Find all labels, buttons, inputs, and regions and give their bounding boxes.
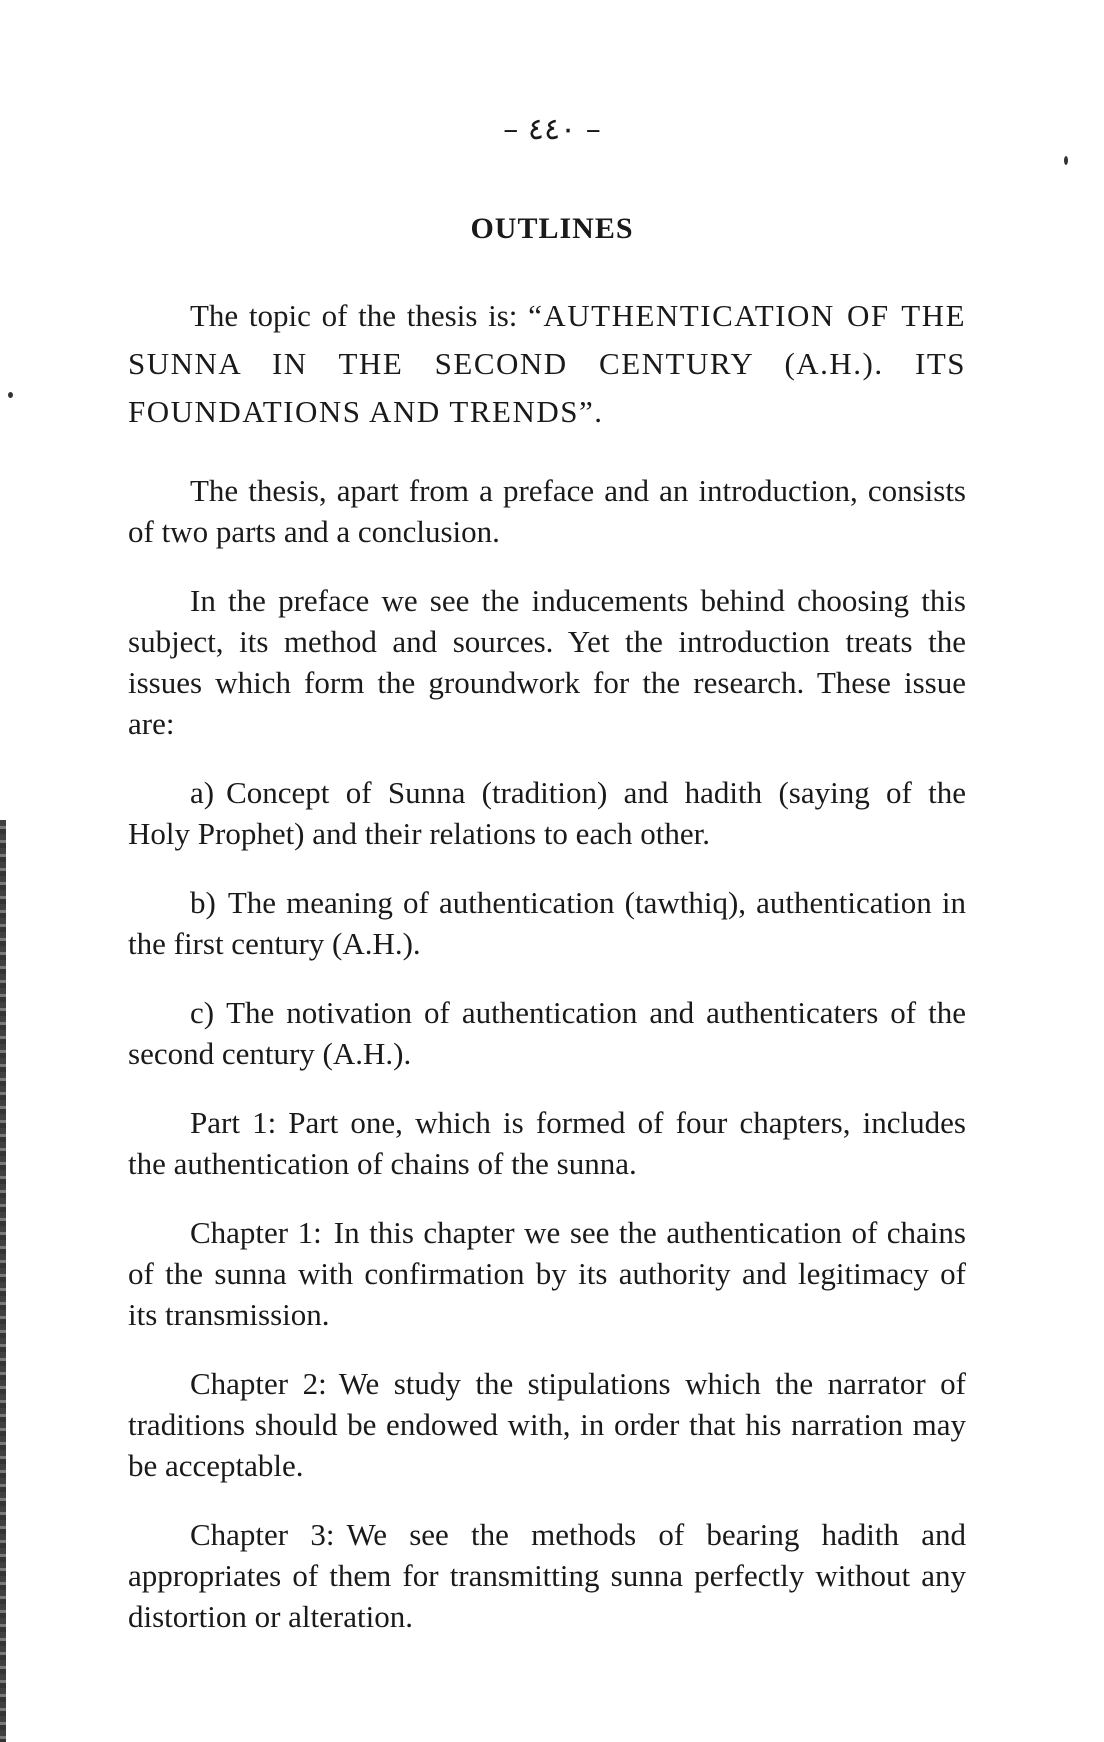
body-text [128, 292, 966, 1665]
binding-edge-shadow [0, 820, 6, 1742]
item-text: The meaning of authentication (tawthiq), authentication in the first century (A.H.). [128, 885, 966, 961]
part-label: Part 1: [190, 1105, 277, 1140]
topic-paragraph [128, 292, 966, 436]
paragraph-text: In the preface we see the inducements behind choosing this subject, its method and sources. Yet the introduction treats the issues which form the groundwork for the research. These issue are: [128, 583, 966, 741]
chapter-text: In this chapter we see the authentication of chains of the sunna with confirmation by its authority and legitimacy of its transmission. [128, 1215, 966, 1332]
chapter-text: We study the stipulations which the narrator of traditions should be endowed with, in order that his narration may be acceptable. [128, 1366, 966, 1483]
item-text: Concept of Sunna (tradition) and hadith (saying of the Holy Prophet) and their relations to each other. [128, 775, 966, 851]
thesis-title: “AUTHENTICATION OF THE SUNNA IN THE SECOND CENTURY (A.H.). ITS FOUNDATIONS AND TRENDS”. [128, 298, 966, 429]
chapter-text: We see the methods of bearing hadith and appropriates of them for transmitting sunna perfectly without any distortion or alteration. [128, 1517, 967, 1634]
paragraph-preface [128, 580, 966, 744]
page-number: – ٤٤٠ – [503, 112, 601, 147]
paragraph-thesis-structure [128, 470, 966, 552]
item-text: The notivation of authentication and authenticaters of the second century (A.H.). [128, 995, 966, 1071]
chapter-3-paragraph [128, 1514, 966, 1637]
list-item-a [128, 772, 966, 854]
part-text: Part one, which is formed of four chapters, includes the authentication of chains of the sunna. [128, 1105, 966, 1181]
list-item-b [128, 882, 966, 964]
paragraph-text: The thesis, apart from a preface and an introduction, consists of two parts and a conclusion. [128, 473, 966, 549]
page-title: OUTLINES [470, 212, 634, 245]
item-label: a) [190, 775, 215, 810]
item-label: b) [190, 885, 216, 920]
chapter-2-paragraph [128, 1363, 966, 1486]
chapter-label: Chapter 3: [190, 1517, 335, 1552]
chapter-1-paragraph [128, 1212, 966, 1335]
topic-intro: The topic of the thesis is: [190, 298, 529, 333]
speck-mark [8, 392, 13, 398]
chapter-label: Chapter 2: [190, 1366, 327, 1401]
list-item-c [128, 992, 966, 1074]
item-label: c) [190, 995, 215, 1030]
speck-mark [1064, 156, 1068, 165]
chapter-label: Chapter 1: [190, 1215, 322, 1250]
part-1-paragraph [128, 1102, 966, 1184]
